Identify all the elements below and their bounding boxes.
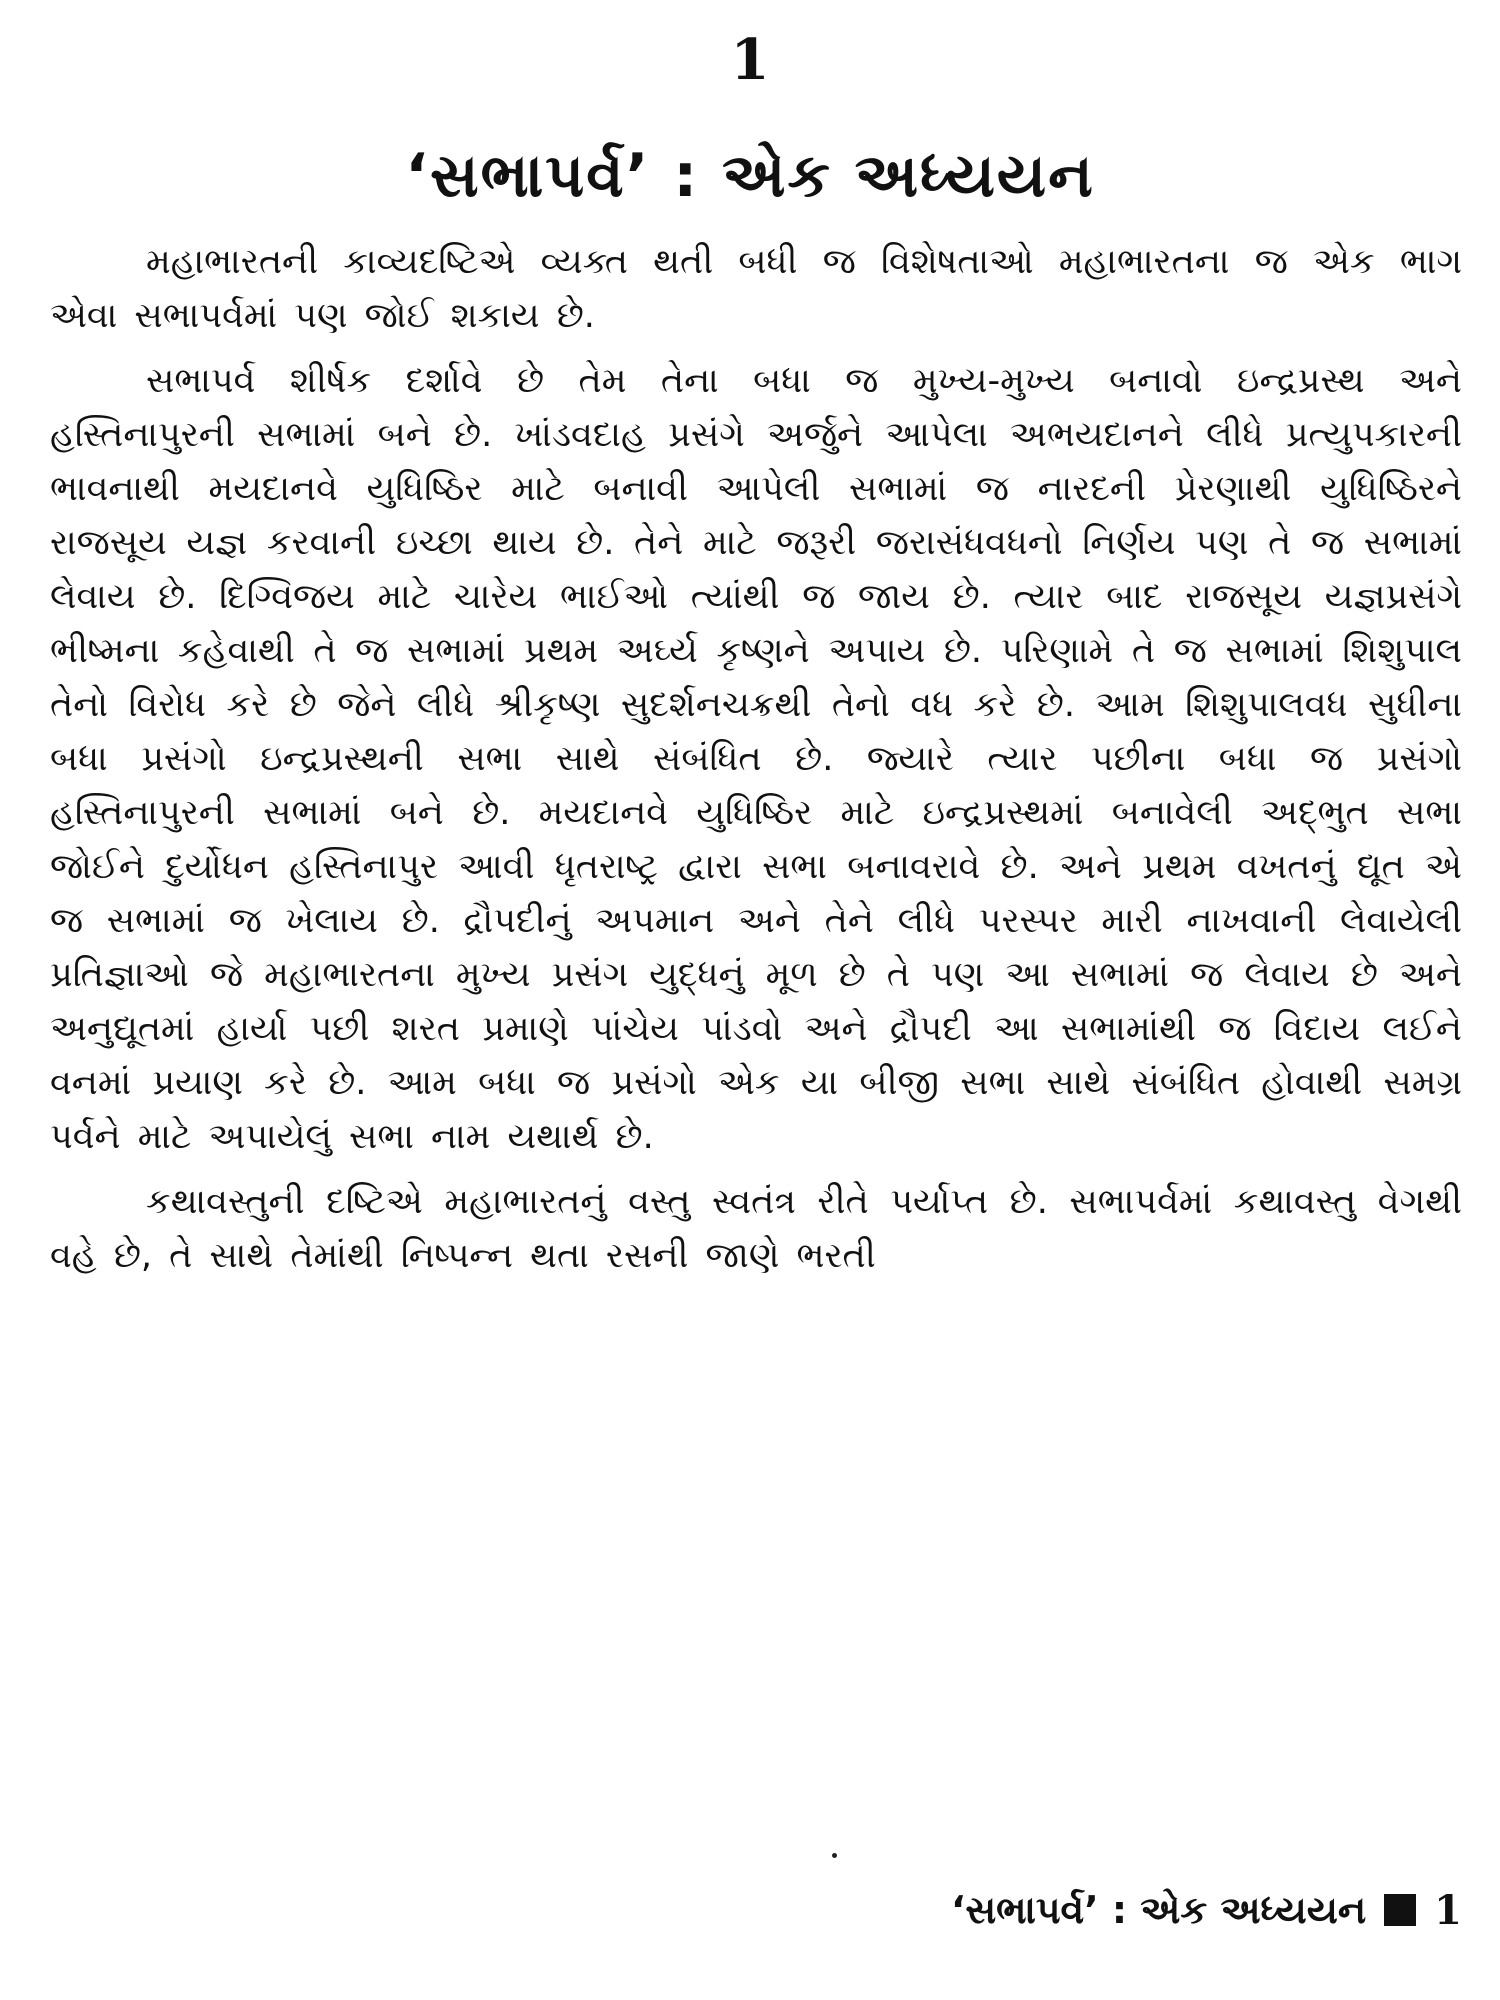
body-text <box>50 235 1462 1294</box>
page-number: 1 <box>1434 1886 1462 1934</box>
paragraph-3: કથાવસ્તુની દષ્ટિએ મહાભારતનું વસ્તુ સ્વતંત્ર રીતે પર્યાપ્ત છે. સભાપર્વમાં કથાવસ્તુ વેગથી વહે છે, તે સાથે તેમાંથી નિષ્પન્ન થતા રસની જાણે ભરતી <box>50 1182 1462 1276</box>
chapter-title: ‘સભાપર્વ’ : એક અધ્યયન <box>405 141 1095 211</box>
page-footer <box>951 1885 1462 1935</box>
square-bullet-icon <box>1384 1894 1416 1926</box>
running-title: ‘સભાપર્વ’ : એક અધ્યયન <box>950 1887 1367 1932</box>
print-speck <box>832 1853 837 1858</box>
paragraph-2: સભાપર્વ શીર્ષક દર્શાવે છે તેમ તેના બધા જ મુખ્ય-મુખ્ય બનાવો ઇન્દ્રપ્રસ્થ અને હસ્તિનાપુરની સભામાં બને છે. ખાંડવદાહ પ્રસંગે અર્જુને આપેલા અભયદાનને લીધે પ્રત્યુપકારની ભાવનાથી મયદાનવે યુધિષ્ઠિર માટે બનાવી આપેલી સભામાં જ નારદની પ્રેરણાથી યુધિષ્ઠિરને રાજસૂય યજ્ઞ કરવાની ઇચ્છા થાય છે. તેને માટે જરૂરી જરાસંધવધનો નિર્ણય પણ તે જ સભામાં લેવાય છે. દિગ્વિજય માટે ચારેય ભાઈઓ ત્યાંથી જ જાય છે. ત્યાર બાદ રાજસૂય યજ્ઞપ્રસંગે ભીષ્મના કહેવાથી તે જ સભામાં પ્રથમ અર્ઘ્ય કૃષ્ણને અપાય છે. પરિણામે તે જ સભામાં શિશુપાલ તેનો વિરોધ કરે છે જેને લીધે શ્રીકૃષ્ણ સુદર્શનચક્રથી તેનો વધ કરે છે. આમ શિશુપાલવધ સુધીના બધા પ્રસંગો ઇન્દ્રપ્રસ્થની સભા સાથે સંબંધિત છે. જ્યારે ત્યાર પછીના બધા જ પ્રસંગો હસ્તિનાપુરની સભામાં બને છે. મયદાનવે યુધિષ્ઠિર માટે ઇન્દ્રપ્રસ્થમાં બનાવેલી અદ્ભુત સભા જોઈને દુર્યોધન હસ્તિનાપુર આવી ધૃતરાષ્ટ્ર દ્વારા સભા બનાવરાવે છે. અને પ્રથમ વખતનું દ્યૂત એ જ સભામાં જ ખેલાય છે. દ્રૌપદીનું અપમાન અને તેને લીધે પરસ્પર મારી નાખવાની લેવાયેલી પ્રતિજ્ઞાઓ જે મહાભારતના મુખ્ય પ્રસંગ યુદ્ધનું મૂળ છે તે પણ આ સભામાં જ લેવાય છે અને અનુદ્યૂતમાં હાર્યા પછી શરત પ્રમાણે પાંચેય પાંડવો અને દ્રૌપદી આ સભામાંથી જ વિદાય લઈને વનમાં પ્રયાણ કરે છે. આમ બધા જ પ્રસંગો એક યા બીજી સભા સાથે સંબંધિત હોવાથી સમગ્ર પર્વને માટે અપાયેલું સભા નામ યથાર્થ છે. <box>50 361 1462 1157</box>
paragraph-1: મહાભારતની કાવ્યદષ્ટિએ વ્યક્ત થતી બધી જ વિશેષતાઓ મહાભારતના જ એક ભાગ એવા સભાપર્વમાં પણ જોઈ શકાય છે. <box>50 242 1462 336</box>
chapter-number: 1 <box>730 27 770 93</box>
